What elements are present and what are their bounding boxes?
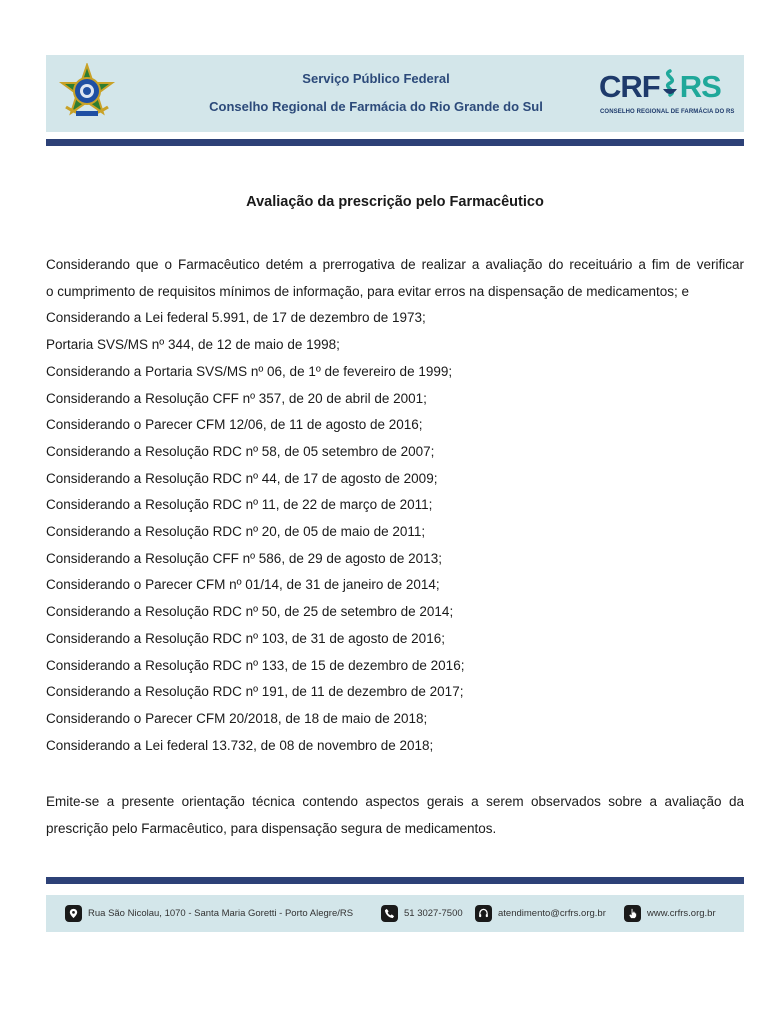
click-hand-icon (624, 905, 641, 922)
consideration-line: Considerando que o Farmacêutico detém a prerrogativa de realizar a avaliação do receituário a fim de verificar (46, 257, 744, 272)
logo-rs-text: RS (679, 69, 721, 104)
phone-text: 51 3027-7500 (404, 908, 463, 919)
footer-divider-bar (46, 877, 744, 884)
footer-email[interactable] (475, 904, 606, 923)
header-divider-bar (46, 139, 744, 146)
consideration-line: Considerando o Parecer CFM 20/2018, de 18 de maio de 2018; (46, 710, 428, 726)
address-text: Rua São Nicolau, 1070 - Santa Maria Goretti - Porto Alegre/RS (88, 908, 354, 919)
document-title: Avaliação da prescrição pelo Farmacêutico (246, 194, 544, 210)
consideration-line: Considerando a Portaria SVS/MS nº 06, de 1º de fevereiro de 1999; (46, 363, 453, 379)
email-link[interactable]: atendimento@crfrs.org.br (498, 908, 606, 919)
website-link[interactable]: www.crfrs.org.br (647, 908, 716, 919)
footer-address (65, 904, 353, 923)
consideration-line: Considerando a Resolução CFF nº 357, de 20 de abril de 2001; (46, 390, 427, 406)
logo-subtitle: CONSELHO REGIONAL DE FARMÁCIA DO RS (600, 109, 735, 115)
consideration-line: Considerando a Resolução RDC nº 50, de 25 de setembro de 2014; (46, 604, 454, 620)
header-titles (176, 69, 576, 117)
logo-crf-text: CRF (599, 69, 660, 104)
letterhead-header (46, 55, 744, 132)
consideration-line: Considerando a Lei federal 5.991, de 17 de dezembro de 1973; (46, 310, 426, 326)
consideration-line: Considerando o Parecer CFM 12/06, de 11 de agosto de 2016; (46, 417, 423, 433)
closing-line: Emite-se a presente orientação técnica contendo aspectos gerais a serem observados sobre a avaliação da (46, 794, 744, 809)
closing-line: prescrição pelo Farmacêutico, para dispensação segura de medicamentos. (46, 821, 497, 836)
consideration-line: Considerando a Resolução RDC nº 133, de 15 de dezembro de 2016; (46, 657, 465, 673)
crfrs-logo (599, 69, 735, 121)
location-pin-icon (65, 905, 82, 922)
snake-bowl-icon (660, 69, 680, 101)
consideration-line: Considerando a Resolução RDC nº 11, de 22 de março de 2011; (46, 497, 433, 513)
consideration-line: Considerando a Resolução RDC nº 58, de 05 setembro de 2007; (46, 443, 435, 459)
closing-paragraph (46, 788, 744, 842)
consideration-line: Considerando a Resolução CFF nº 586, de 29 de agosto de 2013; (46, 550, 442, 566)
consideration-line: Considerando a Resolução RDC nº 191, de 11 de dezembro de 2017; (46, 684, 464, 700)
consideration-line: Considerando o Parecer CFM nº 01/14, de 31 de janeiro de 2014; (46, 577, 440, 593)
footer-website[interactable] (624, 904, 716, 923)
consideration-line: Portaria SVS/MS nº 344, de 12 de maio de 1998; (46, 337, 340, 353)
support-headset-icon (475, 905, 492, 922)
header-service-title: Serviço Público Federal (302, 71, 450, 86)
consideration-line: Considerando a Resolução RDC nº 103, de 31 de agosto de 2016; (46, 630, 445, 646)
letterhead-footer (46, 895, 744, 932)
consideration-line: Considerando a Lei federal 13.732, de 08 de novembro de 2018; (46, 737, 434, 753)
consideration-line: o cumprimento de requisitos mínimos de informação, para evitar erros na dispensação de medicamentos; e (46, 283, 690, 299)
footer-phone (381, 904, 463, 923)
brazil-coat-of-arms-icon (58, 63, 116, 121)
considerations-list (46, 252, 744, 759)
consideration-line: Considerando a Resolução RDC nº 20, de 05 de maio de 2011; (46, 524, 426, 540)
header-council-title: Conselho Regional de Farmácia do Rio Grande do Sul (209, 99, 543, 114)
phone-icon (381, 905, 398, 922)
consideration-line: Considerando a Resolução RDC nº 44, de 17 de agosto de 2009; (46, 470, 438, 486)
